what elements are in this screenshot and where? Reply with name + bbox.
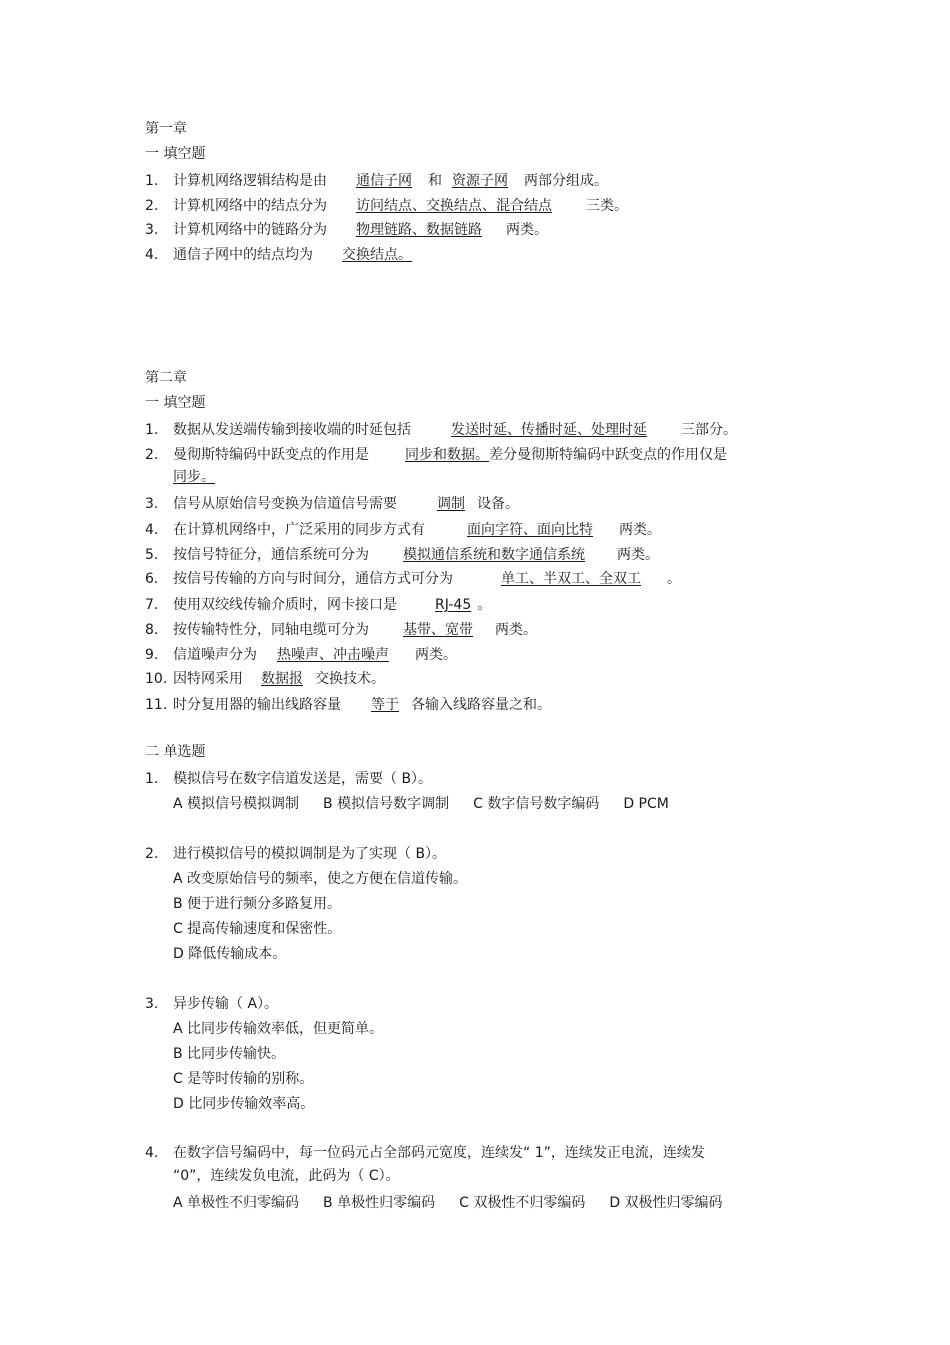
option-d: D 降低传输成本。 <box>173 946 287 962</box>
answer: RJ-45 <box>435 597 472 613</box>
answer: 模拟通信系统和数字通信系统 <box>403 547 585 563</box>
answer: 热噪声、冲击噪声 <box>277 647 389 663</box>
question-number: 4. <box>145 522 159 538</box>
answer: 等于 <box>371 697 399 713</box>
ch2-fill-9 <box>145 645 457 665</box>
ch2-fill-5 <box>145 545 659 565</box>
question-text: 和 <box>428 173 442 189</box>
option-a: A 模拟信号模拟调制 <box>173 796 300 812</box>
question-text: 异步传输（ A）。 <box>173 996 279 1012</box>
question-text: 各输入线路容量之和。 <box>411 697 551 713</box>
question-number: 2. <box>145 447 159 463</box>
chapter-2-section-single-choice: 二 单选题 <box>145 744 206 760</box>
ch2-choice-4-options <box>173 1193 723 1213</box>
question-text: 计算机网络逻辑结构是由 <box>173 173 327 189</box>
question-text: 数据从发送端传输到接收端的时延包括 <box>173 422 411 438</box>
question-text: 。 <box>667 571 681 587</box>
option-d: D 比同步传输效率高。 <box>173 1096 315 1112</box>
answer: 发送时延、传播时延、处理时延 <box>451 422 647 438</box>
chapter-2-section-fill-blank: 一 填空题 <box>145 395 206 411</box>
question-text: 两部分组成。 <box>524 173 608 189</box>
ch1-question-2 <box>145 196 628 216</box>
question-text: 按信号特征分，通信系统可分为 <box>173 547 369 563</box>
question-number: 2. <box>145 846 159 862</box>
option-d: D PCM <box>623 796 669 812</box>
question-number: 11. <box>145 697 168 713</box>
question-text: 两类。 <box>506 222 548 238</box>
question-text: 两类。 <box>415 647 457 663</box>
answer: 基带、宽带 <box>403 622 473 638</box>
question-number: 4. <box>145 1145 159 1161</box>
ch2-fill-2 <box>145 445 727 465</box>
ch2-choice-1 <box>145 769 432 789</box>
question-text: 差分曼彻斯特编码中跃变点的作用仅是 <box>489 447 727 463</box>
question-text: 按信号传输的方向与时间分，通信方式可分为 <box>173 571 453 587</box>
answer: 访问结点、交换结点、混合结点 <box>356 198 552 214</box>
ch2-choice-4-continuation: “0”，连续发负电流，此码为（ C）。 <box>173 1168 400 1184</box>
question-text: 通信子网中的结点均为 <box>173 247 313 263</box>
answer: 调制 <box>437 496 465 512</box>
question-text: 因特网采用 <box>173 671 243 687</box>
question-number: 1. <box>145 173 159 189</box>
question-number: 9. <box>145 647 159 663</box>
ch1-question-4 <box>145 245 412 265</box>
answer: 物理链路、数据链路 <box>356 222 482 238</box>
question-text: 时分复用器的输出线路容量 <box>173 697 341 713</box>
ch2-choice-1-options <box>173 794 669 814</box>
option-a: A 单极性不归零编码 <box>173 1195 300 1211</box>
question-text: 曼彻斯特编码中跃变点的作用是 <box>173 447 369 463</box>
ch2-fill-3 <box>145 494 519 514</box>
question-text: 按传输特性分，同轴电缆可分为 <box>173 622 369 638</box>
option-b: B 便于进行频分多路复用。 <box>173 896 342 912</box>
question-text: 信道噪声分为 <box>173 647 257 663</box>
question-number: 4. <box>145 247 159 263</box>
question-text: 交换技术。 <box>315 671 385 687</box>
option-c: C 是等时传输的别称。 <box>173 1071 314 1087</box>
answer: 同步和数据。 <box>405 447 489 463</box>
ch2-fill-11 <box>145 695 551 715</box>
ch2-choice-4 <box>145 1143 705 1163</box>
option-c: C 数字信号数字编码 <box>473 796 600 812</box>
question-number: 1. <box>145 422 159 438</box>
question-text: 计算机网络中的结点分为 <box>173 198 327 214</box>
chapter-1-section-fill-blank: 一 填空题 <box>145 146 206 162</box>
question-number: 3. <box>145 496 159 512</box>
question-text: 进行模拟信号的模拟调制是为了实现（ B）。 <box>173 846 447 862</box>
ch1-question-3 <box>145 220 548 240</box>
question-text: 三部分。 <box>681 422 737 438</box>
question-text: 使用双绞线传输介质时，网卡接口是 <box>173 597 397 613</box>
question-text: 两类。 <box>495 622 537 638</box>
option-c: C 提高传输速度和保密性。 <box>173 921 342 937</box>
option-a: A 改变原始信号的频率，使之方便在信道传输。 <box>173 871 468 887</box>
question-text: 模拟信号在数字信道发送是，需要（ B）。 <box>173 771 433 787</box>
option-a: A 比同步传输效率低，但更简单。 <box>173 1021 384 1037</box>
question-text: 信号从原始信号变换为信道信号需要 <box>173 496 397 512</box>
ch2-fill-7 <box>145 595 491 615</box>
question-number: 3. <box>145 222 159 238</box>
question-number: 3. <box>145 996 159 1012</box>
chapter-1-title: 第一章 <box>145 121 187 137</box>
question-number: 7. <box>145 597 159 613</box>
question-text: 设备。 <box>477 496 519 512</box>
ch2-fill-4 <box>145 520 661 540</box>
question-number: 1. <box>145 771 159 787</box>
question-number: 5. <box>145 547 159 563</box>
answer: 资源子网 <box>452 173 508 189</box>
question-text: 两类。 <box>619 522 661 538</box>
option-b: B 单极性归零编码 <box>323 1195 436 1211</box>
ch2-fill-10 <box>145 669 385 689</box>
chapter-2-title: 第二章 <box>145 370 187 386</box>
option-d: D 双极性归零编码 <box>609 1195 723 1211</box>
question-text: 三类。 <box>586 198 628 214</box>
question-text: 两类。 <box>617 547 659 563</box>
question-number: 8. <box>145 622 159 638</box>
question-text: 在数字信号编码中，每一位码元占全部码元宽度，连续发“ 1”，连续发正电流，连续发 <box>173 1145 705 1161</box>
option-c: C 双极性不归零编码 <box>459 1195 586 1211</box>
answer: 面向字符、面向比特 <box>467 522 593 538</box>
ch2-fill-6 <box>145 569 681 589</box>
ch1-question-1 <box>145 171 608 191</box>
ch2-fill-2-continuation <box>173 467 215 487</box>
ch2-fill-8 <box>145 620 537 640</box>
answer: 同步。 <box>173 469 215 485</box>
question-text: 计算机网络中的链路分为 <box>173 222 327 238</box>
answer: 交换结点。 <box>342 247 412 263</box>
question-number: 6. <box>145 571 159 587</box>
option-b: B 比同步传输快。 <box>173 1046 286 1062</box>
answer: 通信子网 <box>356 173 412 189</box>
ch2-fill-1 <box>145 420 737 440</box>
answer: 单工、半双工、全双工 <box>501 571 641 587</box>
ch2-choice-2 <box>145 844 446 864</box>
option-b: B 模拟信号数字调制 <box>323 796 450 812</box>
answer: 数据报 <box>261 671 303 687</box>
ch2-choice-3 <box>145 994 278 1014</box>
question-text: 。 <box>477 597 492 613</box>
question-number: 10. <box>145 671 168 687</box>
question-text: 在计算机网络中，广泛采用的同步方式有 <box>173 522 425 538</box>
question-number: 2. <box>145 198 159 214</box>
